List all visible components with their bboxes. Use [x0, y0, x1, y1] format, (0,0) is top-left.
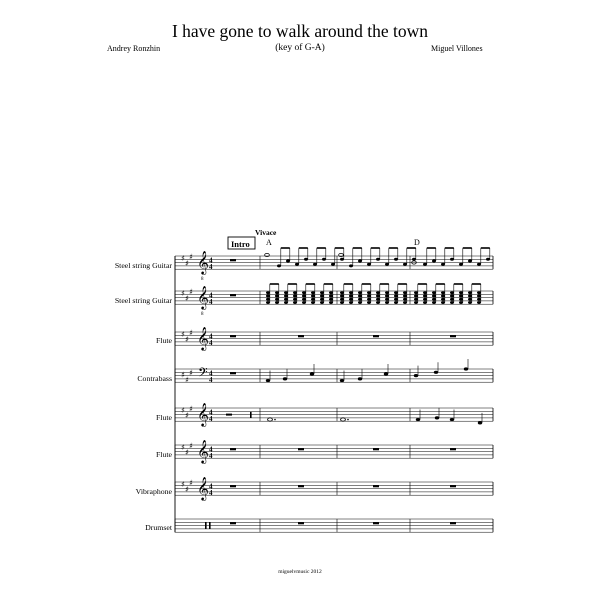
guitar2-chord-notehead	[432, 295, 436, 298]
treble-clef-icon: 𝄞	[197, 285, 209, 309]
guitar2-chord-notehead	[311, 298, 315, 301]
guitar2-chord-notehead	[340, 298, 344, 301]
whole-rest-icon	[230, 485, 236, 487]
guitar2-chord-notehead	[376, 301, 380, 304]
sharp-icon: ♯	[181, 254, 185, 263]
guitar2-chord-notehead	[385, 291, 389, 294]
whole-rest-icon	[298, 485, 304, 487]
chord-symbol-d: D	[414, 238, 420, 247]
contrabass-note	[434, 371, 438, 374]
guitar2-chord-notehead	[329, 301, 333, 304]
guitar1-run-notehead	[468, 259, 472, 262]
staves	[175, 256, 493, 532]
guitar2-chord-notehead	[468, 298, 472, 301]
guitar2-chord-notehead	[302, 298, 306, 301]
guitar2-chord-notehead	[340, 291, 344, 294]
treble-clef-icon: 𝄞	[197, 402, 209, 426]
guitar2-chord-notehead	[459, 301, 463, 304]
guitar2-chord-notehead	[468, 295, 472, 298]
guitar2-chord-notehead	[441, 291, 445, 294]
guitar1-run-notehead	[394, 258, 398, 261]
time-signature-bottom: 4	[209, 489, 213, 497]
guitar2-chord-notehead	[293, 298, 297, 301]
guitar2-chord-notehead	[266, 298, 270, 301]
time-signature-top: 4	[209, 408, 213, 417]
whole-rest-icon	[230, 448, 236, 450]
guitar2-chord-notehead	[329, 298, 333, 301]
instrument-label-guitar-1: Steel string Guitar	[114, 261, 172, 270]
guitar2-chord-notehead	[414, 301, 418, 304]
flute-quarter-note	[478, 421, 482, 424]
guitar2-chord-notehead	[358, 301, 362, 304]
treble-clef-icon: 𝄞	[197, 326, 209, 350]
composer-credit: Miguel Villones	[431, 44, 483, 53]
guitar2-chord-notehead	[311, 301, 315, 304]
guitar2-chord-notehead	[320, 295, 324, 298]
guitar1-run-notehead	[423, 263, 427, 266]
whole-rest-icon	[230, 522, 236, 524]
sharp-icon: ♯	[181, 480, 185, 489]
guitar1-run-notehead	[313, 263, 317, 266]
notation	[181, 248, 490, 529]
guitar2-chord-notehead	[358, 298, 362, 301]
guitar2-chord-notehead	[468, 301, 472, 304]
guitar2-chord-notehead	[432, 291, 436, 294]
percussion-clef-icon	[209, 522, 211, 529]
time-signature-top: 4	[209, 291, 213, 300]
octave-below-icon: 8	[201, 277, 204, 282]
guitar2-chord-notehead	[275, 291, 279, 294]
guitar2-chord-notehead	[349, 301, 353, 304]
guitar1-run-notehead	[340, 258, 344, 261]
guitar1-run-notehead	[331, 263, 335, 266]
whole-rest-icon	[373, 448, 379, 450]
guitar2-chord-notehead	[403, 298, 407, 301]
guitar1-run-notehead	[450, 258, 454, 261]
guitar2-chord-notehead	[432, 301, 436, 304]
treble-clef-icon: 𝄞	[197, 250, 209, 274]
guitar2-chord-notehead	[403, 295, 407, 298]
guitar2-chord-notehead	[423, 291, 427, 294]
guitar2-chord-notehead	[394, 291, 398, 294]
whole-rest-icon	[450, 335, 456, 337]
instrument-label-vibraphone: Vibraphone	[135, 487, 172, 496]
whole-rest-icon	[298, 522, 304, 524]
contrabass-note	[384, 372, 388, 375]
flute-dotted-half-note	[268, 418, 273, 421]
guitar2-chord-notehead	[284, 291, 288, 294]
guitar2-chord-notehead	[275, 298, 279, 301]
dot-icon	[347, 419, 349, 421]
rehearsal-mark: Intro	[231, 239, 250, 249]
guitar1-run-notehead	[459, 263, 463, 266]
guitar2-chord-notehead	[459, 291, 463, 294]
guitar2-chord-notehead	[459, 298, 463, 301]
sharp-icon: ♯	[185, 447, 189, 457]
guitar2-chord-notehead	[423, 298, 427, 301]
sharp-icon: ♯	[181, 289, 185, 298]
guitar1-run-notehead	[412, 258, 416, 261]
sharp-icon: ♯	[185, 375, 189, 385]
guitar2-chord-notehead	[450, 291, 454, 294]
sharp-icon: ♯	[185, 293, 189, 303]
guitar2-chord-notehead	[329, 291, 333, 294]
guitar2-chord-notehead	[441, 298, 445, 301]
guitar2-chord-notehead	[385, 298, 389, 301]
guitar2-chord-notehead	[266, 301, 270, 304]
guitar2-chord-notehead	[349, 298, 353, 301]
contrabass-note	[414, 374, 418, 377]
flute-quarter-note	[450, 418, 454, 421]
guitar2-chord-notehead	[358, 295, 362, 298]
guitar2-chord-notehead	[293, 295, 297, 298]
guitar2-chord-notehead	[320, 301, 324, 304]
flute-quarter-note	[416, 418, 420, 421]
guitar2-chord-notehead	[275, 295, 279, 298]
guitar2-chord-notehead	[358, 291, 362, 294]
treble-clef-icon: 𝄞	[197, 476, 209, 500]
guitar2-chord-notehead	[385, 295, 389, 298]
guitar2-chord-notehead	[423, 301, 427, 304]
contrabass-note	[358, 377, 362, 380]
guitar1-run-notehead	[322, 258, 326, 261]
instrument-label-flute-3: Flute	[155, 450, 172, 459]
guitar2-chord-notehead	[450, 301, 454, 304]
lyricist-credit: Andrey Ronzhin	[107, 44, 161, 53]
guitar2-chord-notehead	[403, 301, 407, 304]
guitar1-run-notehead	[295, 263, 299, 266]
guitar1-run-notehead	[349, 264, 353, 267]
guitar2-chord-notehead	[376, 298, 380, 301]
whole-rest-icon	[450, 485, 456, 487]
guitar1-run-notehead	[486, 258, 490, 261]
guitar2-chord-notehead	[423, 295, 427, 298]
piece-title: I have gone to walk around the town	[171, 21, 429, 41]
whole-rest-icon	[298, 335, 304, 337]
guitar2-chord-notehead	[468, 291, 472, 294]
chord-symbol-a: A	[266, 238, 272, 247]
time-signature-top: 4	[209, 332, 213, 341]
guitar2-chord-notehead	[414, 298, 418, 301]
guitar1-run-notehead	[432, 259, 436, 262]
guitar1-run-notehead	[304, 258, 308, 261]
sharp-icon: ♯	[189, 478, 193, 488]
contrabass-note	[266, 379, 270, 382]
whole-rest-icon	[373, 335, 379, 337]
guitar2-chord-notehead	[367, 298, 371, 301]
whole-rest-icon	[450, 448, 456, 450]
guitar2-chord-notehead	[266, 295, 270, 298]
guitar2-chord-notehead	[266, 291, 270, 294]
whole-rest-icon	[230, 335, 236, 337]
guitar2-chord-notehead	[394, 298, 398, 301]
guitar2-chord-notehead	[329, 295, 333, 298]
guitar2-chord-notehead	[340, 301, 344, 304]
guitar1-run-notehead	[358, 259, 362, 262]
guitar2-chord-notehead	[441, 295, 445, 298]
flute-dotted-half-note	[341, 418, 346, 421]
guitar2-chord-notehead	[477, 291, 481, 294]
guitar2-chord-notehead	[302, 301, 306, 304]
sharp-icon: ♯	[181, 443, 185, 452]
guitar2-chord-notehead	[367, 295, 371, 298]
time-signature-top: 4	[209, 482, 213, 491]
time-signature-top: 4	[209, 256, 213, 265]
whole-rest-icon	[450, 522, 456, 524]
sharp-icon: ♯	[189, 252, 193, 262]
guitar2-chord-notehead	[284, 298, 288, 301]
guitar2-chord-notehead	[450, 295, 454, 298]
time-signature-bottom: 4	[209, 452, 213, 460]
sharp-icon: ♯	[185, 258, 189, 268]
guitar2-chord-notehead	[414, 295, 418, 298]
guitar1-run-notehead	[367, 263, 371, 266]
guitar2-chord-notehead	[302, 295, 306, 298]
guitar1-run-notehead	[277, 264, 281, 267]
time-signature-top: 4	[209, 369, 213, 378]
guitar2-chord-notehead	[340, 295, 344, 298]
octave-below-icon: 8	[201, 312, 204, 317]
whole-rest-icon	[373, 485, 379, 487]
guitar2-chord-notehead	[394, 301, 398, 304]
copyright-footer: miguelvmusic 2012	[278, 569, 322, 575]
guitar1-run-notehead	[403, 263, 407, 266]
guitar2-chord-notehead	[367, 291, 371, 294]
sharp-icon: ♯	[189, 368, 193, 378]
instrument-label-guitar-2: Steel string Guitar	[114, 296, 172, 305]
sharp-icon: ♯	[189, 404, 193, 414]
guitar2-chord-notehead	[349, 295, 353, 298]
guitar2-chord-notehead	[394, 295, 398, 298]
piece-subtitle: (key of G-A)	[275, 43, 325, 53]
contrabass-note	[340, 379, 344, 382]
guitar2-chord-notehead	[302, 291, 306, 294]
guitar2-chord-notehead	[441, 301, 445, 304]
bass-clef-icon: 𝄢	[198, 365, 208, 383]
instrument-label-flute-1: Flute	[155, 336, 172, 345]
time-signature-bottom: 4	[209, 415, 213, 423]
contrabass-note	[310, 372, 314, 375]
guitar1-run-notehead	[385, 263, 389, 266]
guitar2-chord-notehead	[403, 291, 407, 294]
guitar2-chord-notehead	[376, 295, 380, 298]
sharp-icon: ♯	[189, 328, 193, 338]
guitar2-chord-notehead	[414, 291, 418, 294]
guitar2-chord-notehead	[477, 295, 481, 298]
guitar2-chord-notehead	[477, 301, 481, 304]
quarter-rest-icon	[250, 412, 252, 418]
guitar2-chord-notehead	[320, 298, 324, 301]
guitar2-chord-notehead	[477, 298, 481, 301]
time-signature-bottom: 4	[209, 339, 213, 347]
instrument-label-drumset: Drumset	[145, 523, 172, 532]
guitar1-run-notehead	[286, 259, 290, 262]
sharp-icon: ♯	[189, 441, 193, 451]
sharp-icon: ♯	[185, 410, 189, 420]
guitar2-chord-notehead	[432, 298, 436, 301]
guitar1-run-notehead	[477, 263, 481, 266]
guitar2-chord-notehead	[293, 291, 297, 294]
half-rest-icon	[226, 414, 232, 416]
whole-rest-icon	[230, 294, 236, 296]
guitar2-chord-notehead	[459, 295, 463, 298]
sharp-icon: ♯	[185, 334, 189, 344]
flute-quarter-note	[435, 416, 439, 419]
treble-clef-icon: 𝄞	[197, 439, 209, 463]
sharp-icon: ♯	[181, 370, 185, 380]
guitar1-run-notehead	[441, 263, 445, 266]
percussion-clef-icon	[205, 522, 207, 529]
whole-rest-icon	[230, 259, 236, 261]
sharp-icon: ♯	[189, 287, 193, 297]
guitar1-run-notehead	[376, 258, 380, 261]
instrument-label-flute-2: Flute	[155, 413, 172, 422]
whole-rest-icon	[298, 448, 304, 450]
sharp-icon: ♯	[181, 330, 185, 339]
guitar2-chord-notehead	[385, 301, 389, 304]
sharp-icon: ♯	[181, 406, 185, 415]
guitar2-chord-notehead	[367, 301, 371, 304]
sharp-icon: ♯	[185, 484, 189, 494]
time-signature-bottom: 4	[209, 298, 213, 306]
whole-rest-icon	[230, 372, 236, 374]
guitar2-chord-notehead	[284, 301, 288, 304]
guitar2-chord-notehead	[311, 295, 315, 298]
tempo-marking: Vivace	[255, 228, 277, 237]
guitar2-chord-notehead	[293, 301, 297, 304]
guitar2-chord-notehead	[376, 291, 380, 294]
whole-rest-icon	[373, 522, 379, 524]
guitar2-chord-notehead	[284, 295, 288, 298]
time-signature-bottom: 4	[209, 263, 213, 271]
instrument-label-contrabass: Contrabass	[137, 374, 172, 383]
time-signature-bottom: 4	[209, 376, 213, 384]
contrabass-note	[283, 377, 287, 380]
time-signature-top: 4	[209, 445, 213, 454]
contrabass-note	[464, 367, 468, 370]
guitar2-chord-notehead	[275, 301, 279, 304]
guitar2-chord-notehead	[311, 291, 315, 294]
guitar2-chord-notehead	[450, 298, 454, 301]
dot-icon	[274, 419, 276, 421]
guitar2-chord-notehead	[349, 291, 353, 294]
guitar2-chord-notehead	[320, 291, 324, 294]
